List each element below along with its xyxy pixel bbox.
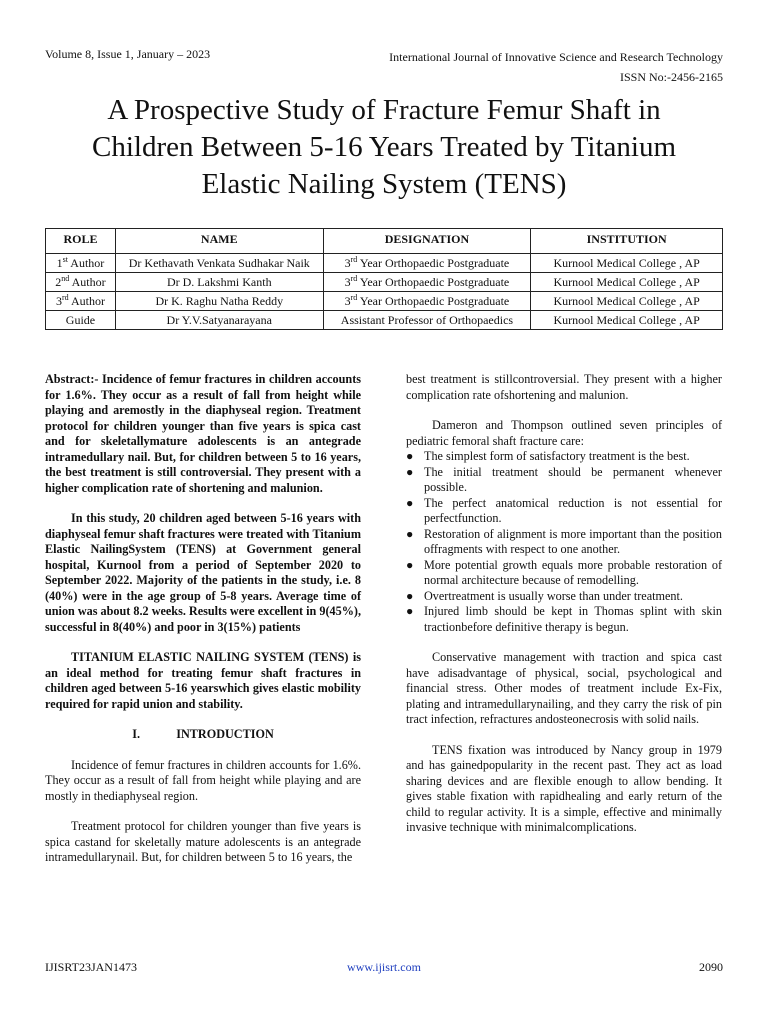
list-item: ● Injured limb should be kept in Thomas splint with skin tractionbefore definitive therapy is begun. [406,604,722,634]
footer-website-link[interactable]: www.ijisrt.com [347,960,421,974]
section-title: INTRODUCTION [176,727,274,741]
cell-name: Dr D. Lakshmi Kanth [115,273,323,292]
intro-paragraph-2: Treatment protocol for children younger than five years is spica castand for skeletally mature adolescents is an antegrade intramedullarynail. But, for children between 5 to 16 years, the [45,819,361,864]
tens-statement-paragraph: TITANIUM ELASTIC NAILING SYSTEM (TENS) is an ideal method for treating femur shaft fractures in children aged between 5-16 yearswhich gives elastic mobility required for rapid union and stability. [45,650,361,711]
bullet-icon: ● [406,588,414,603]
journal-name: International Journal of Innovative Science and Research Technology [389,50,723,64]
cell-institution: Kurnool Medical College , AP [531,254,723,273]
cell-name: Dr Kethavath Venkata Sudhakar Naik [115,254,323,273]
bullet-icon: ● [406,464,414,479]
title-line-1: A Prospective Study of Fracture Femur Shaft in [107,94,661,126]
intro-paragraph-1: Incidence of femur fractures in children accounts for 1.6%. They occur as a result of fall from height while playing and are mostly in thediaphyseal region. [45,757,361,803]
list-item: ● Overtreatment is usually worse than under treatment. [406,588,683,603]
bullet-icon: ● [406,557,414,572]
cell-name: Dr K. Raghu Natha Reddy [115,292,323,311]
list-item: ● Restoration of alignment is more important than the position offragments with respect to one another. [406,526,722,556]
study-summary-paragraph: In this study, 20 children aged between 5-16 years with diaphyseal femur shaft fractures were treated with Titanium Elastic NailingSystem (TENS) at Government general hospital, Kurnool from a period of September 2020 to September 2022. Majority of the patients in the study, i.e. 8 (40%) were in the age group of 5-8 years. Average time of union was about 8.2 weeks. Results were excellent in 9(45%), successful in 8(40%) and poor in 3(15%) patients [45,511,361,634]
table-row [46,254,723,273]
running-header-journal [389,47,723,87]
cell-name: Dr Y.V.Satyanarayana [115,311,323,330]
left-column [45,372,361,866]
bullet-icon: ● [406,449,414,463]
cell-institution: Kurnool Medical College , AP [531,292,723,311]
cell-institution: Kurnool Medical College , AP [531,273,723,292]
bullet-icon: ● [406,604,414,618]
cell-role: 1st Author [46,254,116,273]
cell-designation: Assistant Professor of Orthopaedics [323,311,531,330]
table-row [46,292,723,311]
table-header-name: NAME [115,229,323,254]
footer-page-number: 2090 [699,960,723,974]
paper-title [30,92,738,203]
table-header-institution: INSTITUTION [531,229,723,254]
cell-institution: Kurnool Medical College , AP [531,311,723,330]
bullet-icon: ● [406,495,414,510]
continuation-paragraph: best treatment is stillcontroversial. They present with a higher complication rate ofshortening and malunion. [406,372,722,402]
title-line-3: Elastic Nailing System (TENS) [201,168,567,200]
authors-table [45,228,723,330]
list-item: ● More potential growth equals more probable restoration of normal architecture because of remodelling. [406,557,722,587]
cell-role: Guide [46,311,116,330]
cell-designation: 3rd Year Orthopaedic Postgraduate [323,254,531,273]
table-header-role: ROLE [46,229,116,254]
cell-role: 3rd Author [46,292,116,311]
footer-paper-id: IJISRT23JAN1473 [45,960,137,974]
cell-designation: 3rd Year Orthopaedic Postgraduate [323,292,531,311]
tens-fixation-paragraph: TENS fixation was introduced by Nancy group in 1979 and has gainedpopularity in the recent past. They act as load sharing devices and are flexible enough to allow bending. It gives stable fixation with rapidhealing and early return of the child to regular activity. It is a simple, effective and minimally invasive technique with minimalcomplications. [406,742,722,834]
issn-number: ISSN No:-2456-2165 [619,70,723,84]
cell-designation: 3rd Year Orthopaedic Postgraduate [323,273,531,292]
running-header-volume: Volume 8, Issue 1, January – 2023 [45,47,211,61]
principles-intro-paragraph: Dameron and Thompson outlined seven principles of pediatric femoral shaft fracture care: [406,418,722,448]
abstract-paragraph: Abstract:- Incidence of femur fractures in children accounts for 1.6%. They occur as a result of fall from height while playing and aremostly in the diaphyseal region. Treatment protocol for children younger than five years is spica cast and for skeletallymature adolescents is an antegrade intramedullary nail. But, for children between 5 to 16 years, the best treatment is still controversial. They present with a higher complication rate of shortening and malunion. [45,372,361,495]
list-item: ● The initial treatment should be permanent whenever possible. [406,464,722,494]
title-line-2: Children Between 5-16 Years Treated by Titanium [91,131,677,163]
list-item: ● The perfect anatomical reduction is not essential for perfectfunction. [406,495,722,525]
table-header-row [46,229,723,254]
table-row [46,273,723,292]
conservative-management-paragraph: Conservative management with traction and spica cast have adisadvantage of physical, social, psychological and financial stress. Other modes of treatment include Ex-Fix, plating and intramedullarynailing, and they carry the risk of pin tract infection, refractures andosteonecrosis with solid nails. [406,650,722,726]
table-row [46,311,723,330]
cell-role: 2nd Author [46,273,116,292]
principles-list [406,449,722,635]
right-column [406,372,722,836]
list-item: ● The simplest form of satisfactory treatment is the best. [406,449,690,463]
bullet-icon: ● [406,526,414,541]
section-number: I. [132,727,141,741]
section-heading-introduction [45,727,361,743]
table-header-designation: DESIGNATION [323,229,531,254]
